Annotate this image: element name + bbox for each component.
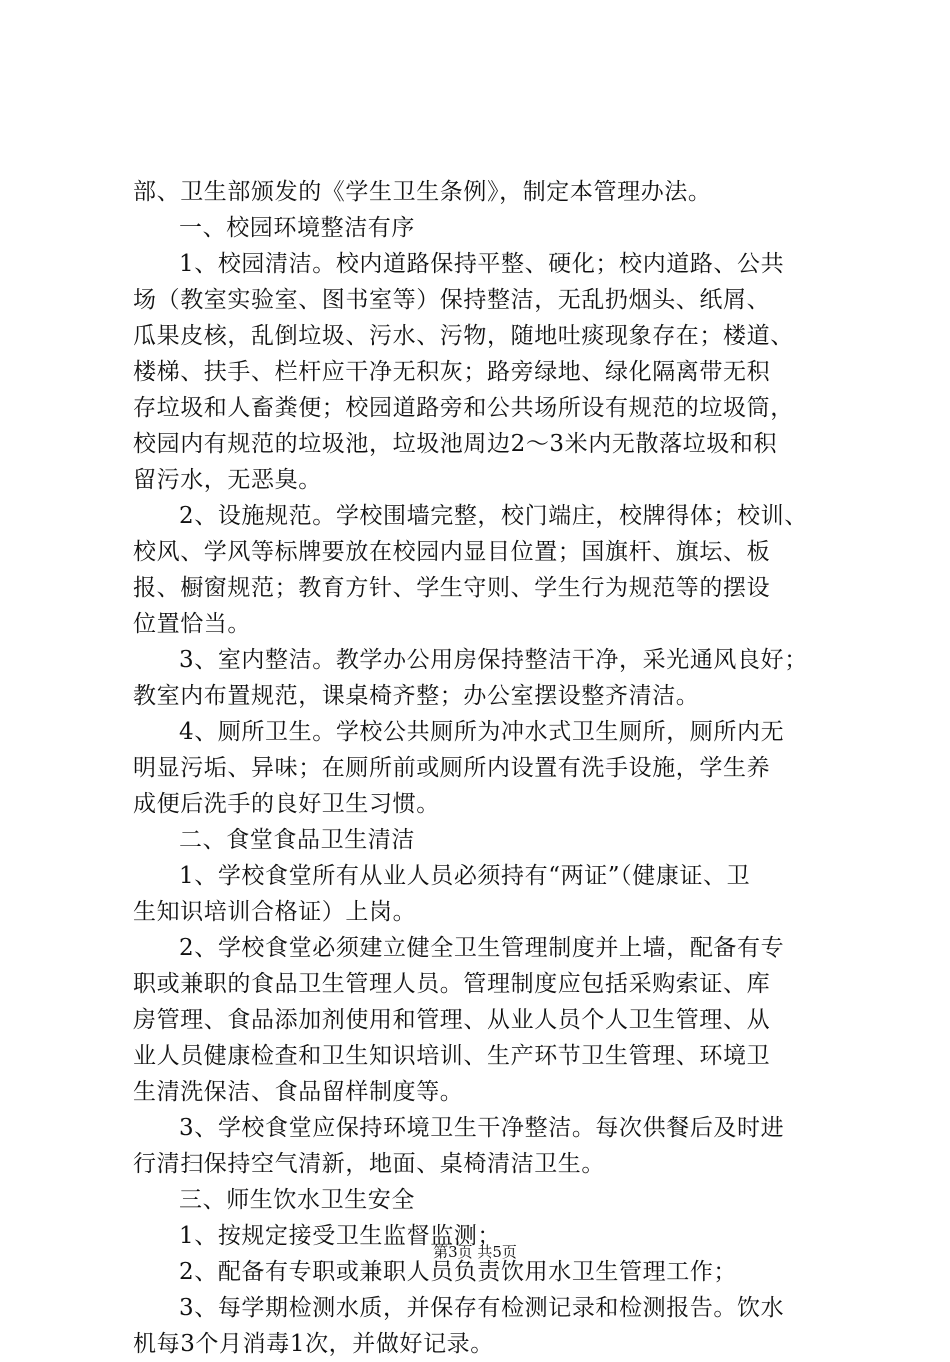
text-line: 瓜果皮核，乱倒垃圾、污水、污物，随地吐痰现象存在；楼道、 — [133, 323, 794, 349]
text-line: 机每3个月消毒1次，并做好记录。 — [133, 1331, 494, 1357]
text-line: 部、卫生部颁发的《学生卫生条例》，制定本管理办法。 — [133, 179, 712, 205]
text-line: 场（教室实验室、图书室等）保持整洁，无乱扔烟头、纸屑、 — [133, 287, 771, 313]
text-line: 2、设施规范。学校围墙完整，校门端庄，校牌得体；校训、 — [179, 503, 808, 529]
text-line: 3、学校食堂应保持环境卫生干净整洁。每次供餐后及时进 — [179, 1115, 785, 1141]
text-line: 校风、学风等标牌要放在校园内显目位置；国旗杆、旗坛、板 — [133, 539, 771, 565]
text-line: 业人员健康检查和卫生知识培训、生产环节卫生管理、环境卫 — [133, 1043, 771, 1069]
text-line: 生清洗保洁、食品留样制度等。 — [133, 1079, 464, 1105]
text-line: 职或兼职的食品卫生管理人员。管理制度应包括采购索证、库 — [133, 971, 771, 997]
text-line: 房管理、食品添加剂使用和管理、从业人员个人卫生管理、从 — [133, 1007, 771, 1033]
text-line: 1、学校食堂所有从业人员必须持有“两证”（健康证、卫 — [179, 863, 751, 889]
page-footer: 第3页 共5页 — [433, 1243, 517, 1261]
text-line: 1、按规定接受卫生监督监测； — [179, 1223, 502, 1249]
text-line: 位置恰当。 — [133, 611, 251, 637]
text-line: 明显污垢、异味；在厕所前或厕所内设置有洗手设施，学生养 — [133, 755, 771, 781]
text-line: 行清扫保持空气清新，地面、桌椅清洁卫生。 — [133, 1151, 605, 1177]
text-line: 2、配备有专职或兼职人员负责饮用水卫生管理工作； — [179, 1259, 738, 1285]
text-line: 1、校园清洁。校内道路保持平整、硬化；校内道路、公共 — [179, 251, 785, 277]
text-line: 一、校园环境整洁有序 — [179, 215, 415, 241]
text-line: 3、室内整洁。教学办公用房保持整洁干净，采光通风良好； — [179, 647, 808, 673]
text-line: 教室内布置规范，课桌椅齐整；办公室摆设整齐清洁。 — [133, 683, 700, 709]
text-line: 校园内有规范的垃圾池，垃圾池周边2～3米内无散落垃圾和积 — [133, 431, 778, 457]
text-line: 三、师生饮水卫生安全 — [179, 1187, 415, 1213]
document-body — [133, 174, 823, 1362]
text-line: 成便后洗手的良好卫生习惯。 — [133, 791, 440, 817]
text-line: 楼梯、扶手、栏杆应干净无积灰；路旁绿地、绿化隔离带无积 — [133, 359, 771, 385]
text-line: 存垃圾和人畜粪便；校园道路旁和公共场所设有规范的垃圾筒， — [133, 395, 794, 421]
text-line: 二、食堂食品卫生清洁 — [179, 827, 415, 853]
text-line: 2、学校食堂必须建立健全卫生管理制度并上墙，配备有专 — [179, 935, 785, 961]
text-line: 报、橱窗规范；教育方针、学生守则、学生行为规范等的摆设 — [133, 575, 771, 601]
text-line: 4、厕所卫生。学校公共厕所为冲水式卫生厕所，厕所内无 — [179, 719, 785, 745]
text-line: 3、每学期检测水质，并保存有检测记录和检测报告。饮水 — [179, 1295, 785, 1321]
text-line: 生知识培训合格证）上岗。 — [133, 899, 417, 925]
text-line: 留污水，无恶臭。 — [133, 467, 322, 493]
